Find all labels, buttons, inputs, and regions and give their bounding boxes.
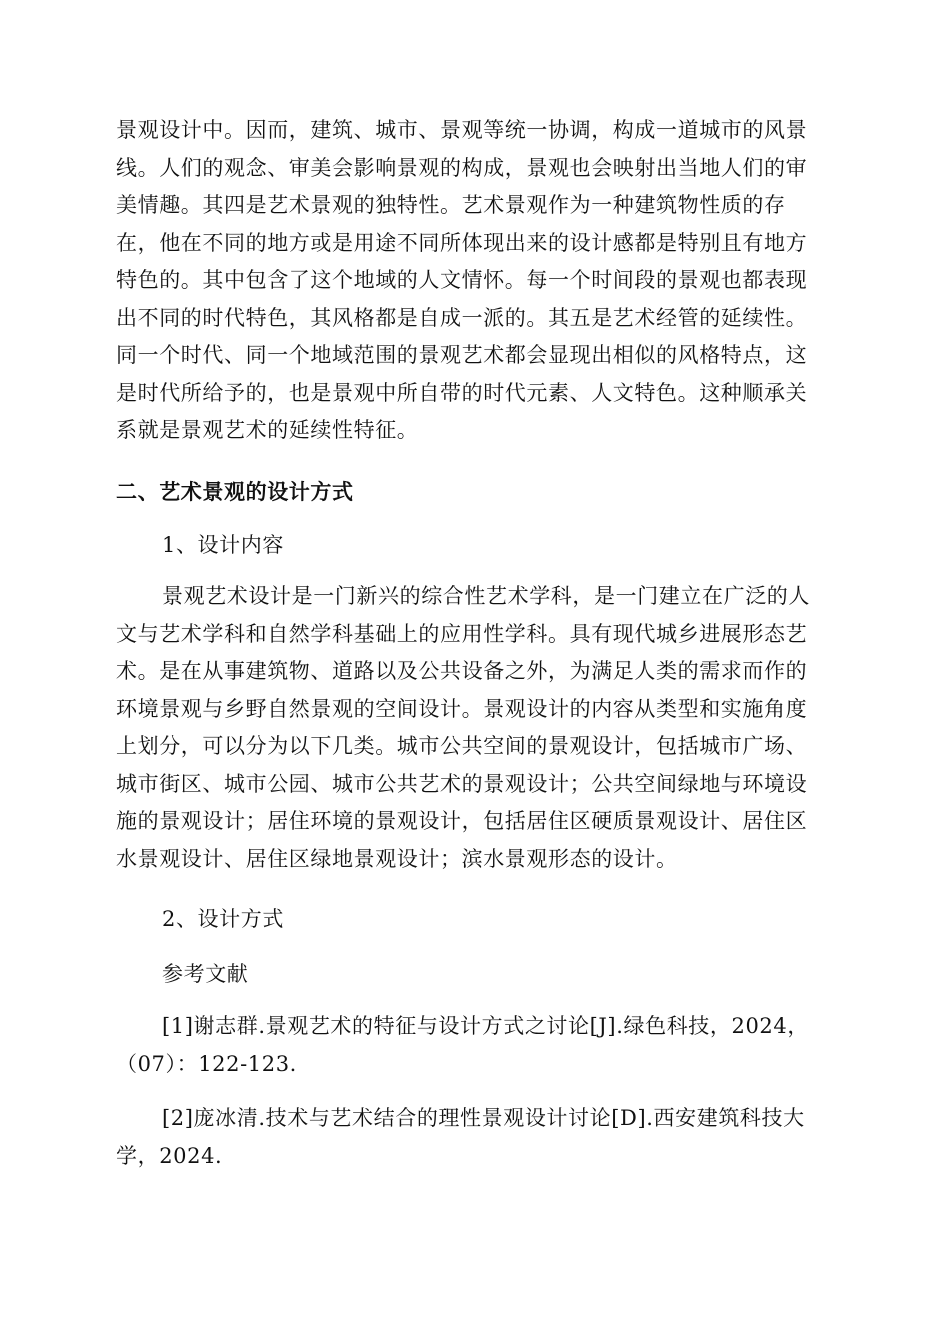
reference-item-2 [116,1100,834,1175]
text-line: 景观艺术设计是一门新兴的综合性艺术学科，是一门建立在广泛的人 [162,584,810,608]
body-paragraph-1 [116,112,834,450]
text-line: [2]庞冰清.技术与艺术结合的理性景观设计讨论[D].西安建筑科技大 [162,1106,805,1130]
text-line: 术。是在从事建筑物、道路以及公共设备之外，为满足人类的需求而作的 [116,659,808,683]
body-paragraph-2 [116,578,834,878]
section-heading: 二、艺术景观的设计方式 [116,479,354,504]
text-line: 美情趣。其四是艺术景观的独特性。艺术景观作为一种建筑物性质的存 [116,193,786,217]
text-line: 上划分，可以分为以下几类。城市公共空间的景观设计，包括城市广场、 [116,734,808,758]
text-line: 水景观设计、居住区绿地景观设计；滨水景观形态的设计。 [116,846,678,871]
text-line: 文与艺术学科和自然学科基础上的应用性学科。具有现代城乡进展形态艺 [116,621,808,646]
text-line: 同一个时代、同一个地域范围的景观艺术都会显现出相似的风格特点，这 [116,343,808,367]
references-heading: 参考文献 [162,962,249,986]
text-line: 是时代所给予的，也是景观中所自带的时代元素、人文特色。这种顺承关 [116,380,808,405]
text-line: [1]谢志群.景观艺术的特征与设计方式之讨论[J].绿色科技，2024， [162,1014,809,1038]
subsection-heading-content: 1、设计内容 [162,533,284,557]
text-line: 施的景观设计；居住环境的景观设计，包括居住区硬质景观设计、居住区 [116,809,808,833]
text-line: 系就是景观艺术的延续性特征。 [116,418,419,442]
text-line: 学，2024. [116,1143,223,1168]
text-line: （07）：122-123. [116,1051,297,1076]
text-line: 环境景观与乡野自然景观的空间设计。景观设计的内容从类型和实施角度 [116,696,808,721]
text-line: 在，他在不同的地方或是用途不同所体现出来的设计感都是特别且有地方 [116,230,808,255]
text-line: 景观设计中。因而，建筑、城市、景观等统一协调，构成一道城市的风景 [116,118,808,142]
text-line: 线。人们的观念、审美会影响景观的构成，景观也会映射出当地人们的审 [116,155,808,180]
text-line: 城市街区、城市公园、城市公共艺术的景观设计；公共空间绿地与环境设 [116,771,808,796]
text-line: 出不同的时代特色，其风格都是自成一派的。其五是艺术经管的延续性。 [116,305,808,330]
text-line: 特色的。其中包含了这个地域的人文情怀。每一个时间段的景观也都表现 [116,268,808,292]
reference-item-1 [116,1008,834,1083]
subsection-heading-method: 2、设计方式 [162,907,284,931]
